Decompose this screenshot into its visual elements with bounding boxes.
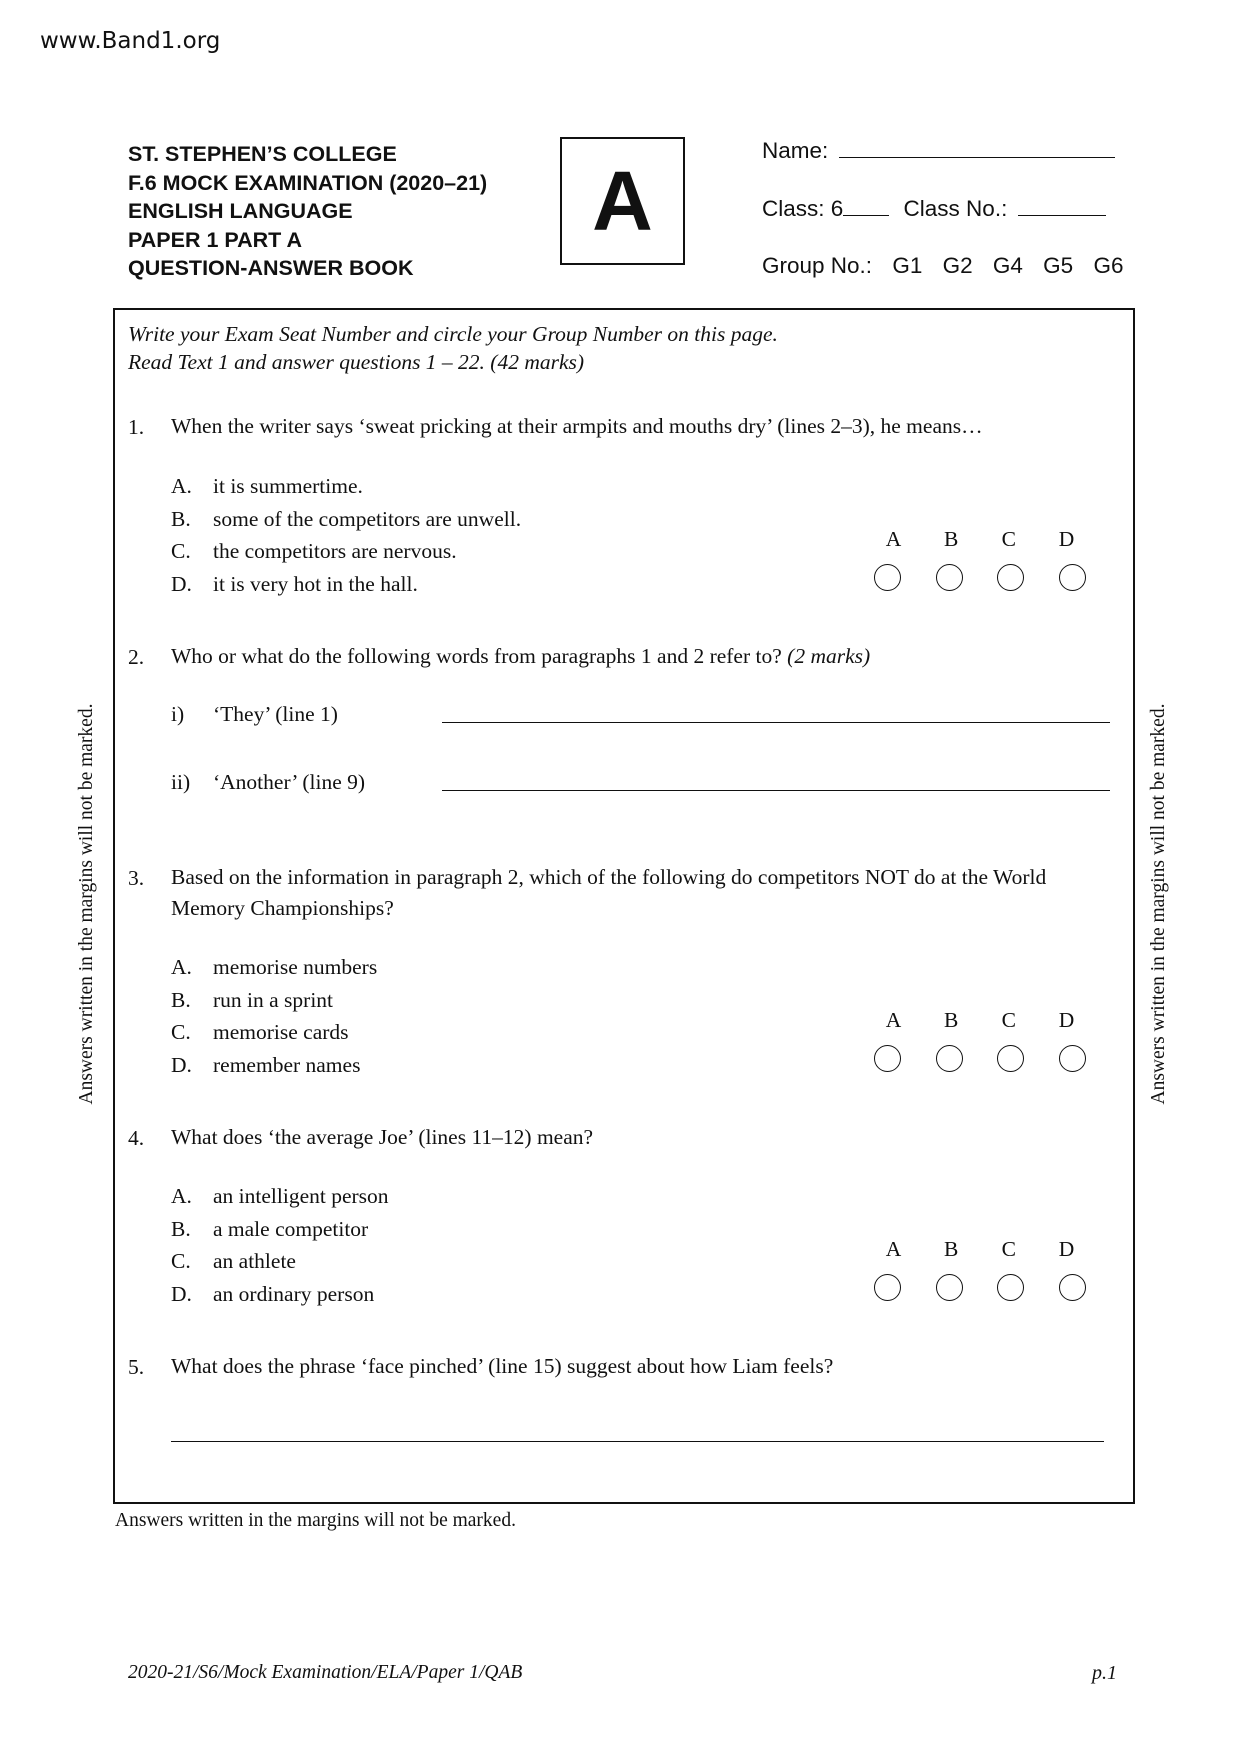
bubble-label-c: C [1001, 1237, 1016, 1261]
bottom-margin-note: Answers written in the margins will not be marked. [115, 1510, 516, 1531]
bubble-label-c: C [1001, 527, 1016, 551]
q2-number: 2. [128, 645, 145, 669]
q3-options [171, 951, 377, 1081]
name-label: Name: [762, 138, 829, 163]
page-number: p.1 [1092, 1662, 1117, 1684]
left-margin-note: Answers written in the margins will not be marked. [76, 703, 97, 1105]
instruction-line-1: Write your Exam Seat Number and circle your Group Number on this page. [128, 322, 778, 346]
bubble-label-b: B [943, 1008, 959, 1032]
class-no-field[interactable] [1018, 196, 1106, 216]
q4-option-a: A. an intelligent person [171, 1184, 389, 1208]
q1-bubble-a[interactable] [874, 564, 901, 591]
q4-text: What does ‘the average Joe’ (lines 11–12) mean? [171, 1125, 594, 1149]
group-option-g5[interactable]: G5 [1043, 253, 1074, 278]
q3-text-line-1: Based on the information in paragraph 2, which of the following do competitors NOT do at the World [171, 865, 1047, 889]
q1-bubble-d[interactable] [1059, 564, 1086, 591]
paper-title: PAPER 1 PART A [128, 227, 303, 252]
class-row [762, 196, 1106, 222]
group-option-g1[interactable]: G1 [892, 253, 923, 278]
q1-option-b: B. some of the competitors are unwell. [171, 506, 522, 531]
q3-answer-bubbles [874, 1008, 1086, 1072]
q2-text: Who or what do the following words from paragraphs 1 and 2 refer to? [171, 644, 782, 668]
q2-marks: (2 marks) [787, 644, 871, 668]
footer-code: 2020-21/S6/Mock Examination/ELA/Paper 1/QAB [128, 1662, 523, 1683]
q4-bubble-c[interactable] [997, 1274, 1024, 1301]
q1-option-a: A. it is summertime. [171, 474, 363, 498]
class-no-label: Class No.: [903, 196, 1008, 221]
q4-bubble-a[interactable] [874, 1274, 901, 1301]
q4-option-c: C. an athlete [171, 1249, 296, 1273]
group-option-g6[interactable]: G6 [1093, 253, 1124, 278]
q3-bubble-c[interactable] [997, 1045, 1024, 1072]
bubble-label-d: D [1058, 527, 1075, 551]
q4-number: 4. [128, 1126, 145, 1150]
q1-number: 1. [128, 415, 145, 439]
class-label: Class: 6 [762, 196, 844, 221]
bubble-label-a: A [885, 1008, 902, 1032]
school-name: ST. STEPHEN’S COLLEGE [128, 142, 397, 166]
bubble-label-b: B [943, 527, 959, 551]
q2-part-i-answer-line[interactable] [442, 722, 1110, 723]
q2-part-ii: ii) ‘Another’ (line 9) [171, 770, 366, 794]
group-row [762, 253, 1123, 279]
q1-text: When the writer says ‘sweat pricking at their armpits and mouths dry’ (lines 2–3), he means… [171, 414, 983, 438]
instruction-line-2: Read Text 1 and answer questions 1 – 22. (42 marks) [128, 350, 585, 374]
q1-bubble-c[interactable] [997, 564, 1024, 591]
q4-option-d: D. an ordinary person [171, 1281, 375, 1306]
website-url: www.Band1.org [40, 28, 221, 54]
q4-bubble-b[interactable] [936, 1274, 963, 1301]
school-header [128, 140, 487, 283]
q1-bubble-b[interactable] [936, 564, 963, 591]
book-title: QUESTION-ANSWER BOOK [128, 256, 414, 280]
bubble-label-d: D [1058, 1237, 1075, 1261]
q3-option-b: B. run in a sprint [171, 987, 334, 1012]
group-label: Group No.: [762, 253, 873, 278]
q5-number: 5. [128, 1355, 145, 1379]
paper-version-letter: A [592, 154, 653, 248]
q3-option-c: C. memorise cards [171, 1020, 349, 1044]
q2-part-ii-answer-line[interactable] [442, 790, 1110, 791]
q3-bubble-b[interactable] [936, 1045, 963, 1072]
q3-bubble-a[interactable] [874, 1045, 901, 1072]
paper-version-box [560, 137, 685, 265]
bubble-label-a: A [885, 527, 902, 551]
group-option-g2[interactable]: G2 [942, 253, 973, 278]
bubble-label-c: C [1001, 1008, 1016, 1032]
exam-title: F.6 MOCK EXAMINATION (2020–21) [128, 170, 488, 195]
q5-answer-line[interactable] [171, 1441, 1104, 1442]
q3-number: 3. [128, 866, 145, 890]
q4-bubble-d[interactable] [1059, 1274, 1086, 1301]
q3-option-d: D. remember names [171, 1052, 361, 1077]
bubble-label-b: B [943, 1237, 959, 1261]
bubble-label-a: A [885, 1237, 902, 1261]
q4-options [171, 1180, 389, 1310]
q4-option-b: B. a male competitor [171, 1216, 369, 1241]
q1-option-d: D. it is very hot in the hall. [171, 571, 418, 596]
bubble-label-d: D [1058, 1008, 1075, 1032]
name-row [762, 138, 1115, 164]
q1-answer-bubbles [874, 527, 1086, 591]
q2-text-row [171, 641, 870, 672]
q4-answer-bubbles [874, 1237, 1086, 1301]
q1-option-c: C. the competitors are nervous. [171, 539, 457, 563]
name-field[interactable] [839, 138, 1115, 158]
q3-bubble-d[interactable] [1059, 1045, 1086, 1072]
q1-options [171, 470, 521, 600]
q5-text: What does the phrase ‘face pinched’ (line 15) suggest about how Liam feels? [171, 1354, 834, 1378]
subject-title: ENGLISH LANGUAGE [128, 199, 353, 223]
q2-part-i: i) ‘They’ (line 1) [171, 702, 338, 726]
q3-text-line-2: Memory Championships? [171, 896, 394, 920]
right-margin-note: Answers written in the margins will not be marked. [1148, 703, 1169, 1105]
class-field[interactable] [843, 196, 889, 216]
group-option-g4[interactable]: G4 [992, 253, 1023, 278]
q3-option-a: A. memorise numbers [171, 955, 378, 979]
